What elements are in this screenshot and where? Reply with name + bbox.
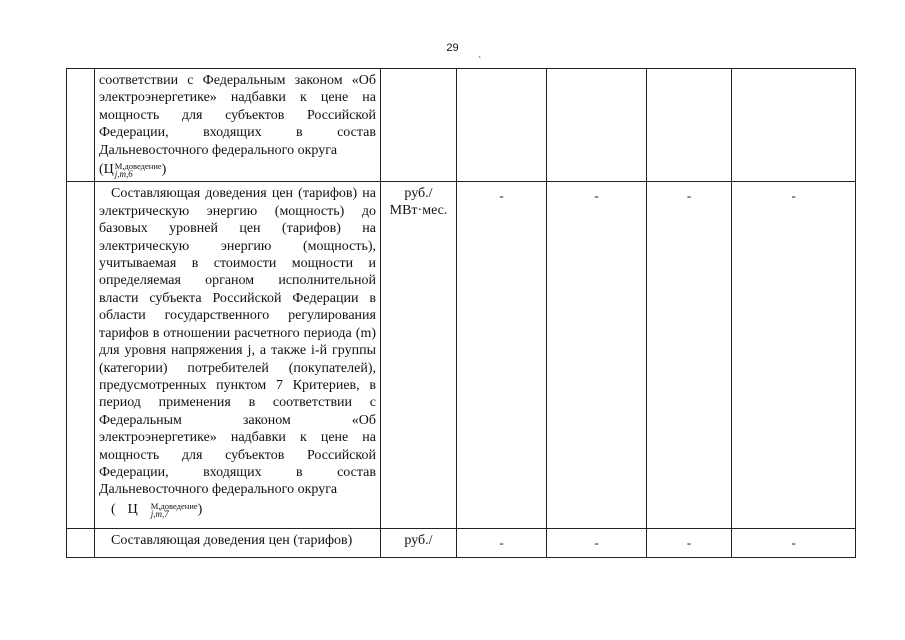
value-cell: - [457,182,547,529]
unit-cell [381,69,457,182]
unit-cell [381,529,457,558]
scan-mark: ` [478,56,482,67]
unit-cell [381,182,457,529]
value-cell: - [647,529,732,558]
description-cell [95,69,381,182]
index-cell [67,529,95,558]
value-cell [457,69,547,182]
value-cell: - [732,182,856,529]
formula: ( Ц М,доведение j,m,7 ) [111,500,203,519]
value-cell [732,69,856,182]
table-row [67,69,856,182]
table-row [67,182,856,529]
description-text: Составляющая доведения цен (тарифов) на электрическую энергию (мощность) до базовых уровней цен (тарифов) на электрическую энергию (мощность), учитываемая в стоимости мощности и определяемая органом исполнительной власти субъекта Российской Федерации в области государственного регулирования тарифов в отношении расчетного периода (m) для уровня напряжения j, а также i-й группы (категории) потребителей (покупателей), предусмотренных пунктом 7 Критериев, в период применения в соответствии с Федеральным законом «Об электроэнергетике» надбавки к цене на мощность для субъектов Российской Федерации, входящих в состав Дальневосточного федерального округа ( Ц М,доведение j,m,7 ) [99,186,376,519]
value-cell: - [732,529,856,558]
unit-line: руб./ [404,186,433,202]
index-cell [67,182,95,529]
table-row [67,529,856,558]
description-cell [95,182,381,529]
index-cell [67,69,95,182]
tariff-table [66,68,856,558]
value-cell: - [647,182,732,529]
value-cell: - [547,529,647,558]
description-text: соответствии с Федеральным законом «Об электроэнергетике» надбавки к цене на мощность для субъектов Российской Федерации, входящих в состав Дальневосточного федерального округа (Ц М,доведение j,m,6 ) [99,73,376,179]
unit-line: МВт·мес. [389,203,448,219]
value-cell: - [457,529,547,558]
value-cell [647,69,732,182]
unit-line: руб./ [404,533,433,549]
description-cell [95,529,381,558]
formula: (Ц М,доведение j,m,6 ) [99,160,167,179]
description-text: Составляющая доведения цен (тарифов) [111,533,353,549]
value-cell [547,69,647,182]
value-cell: - [547,182,647,529]
page-number: 29 [446,42,459,54]
